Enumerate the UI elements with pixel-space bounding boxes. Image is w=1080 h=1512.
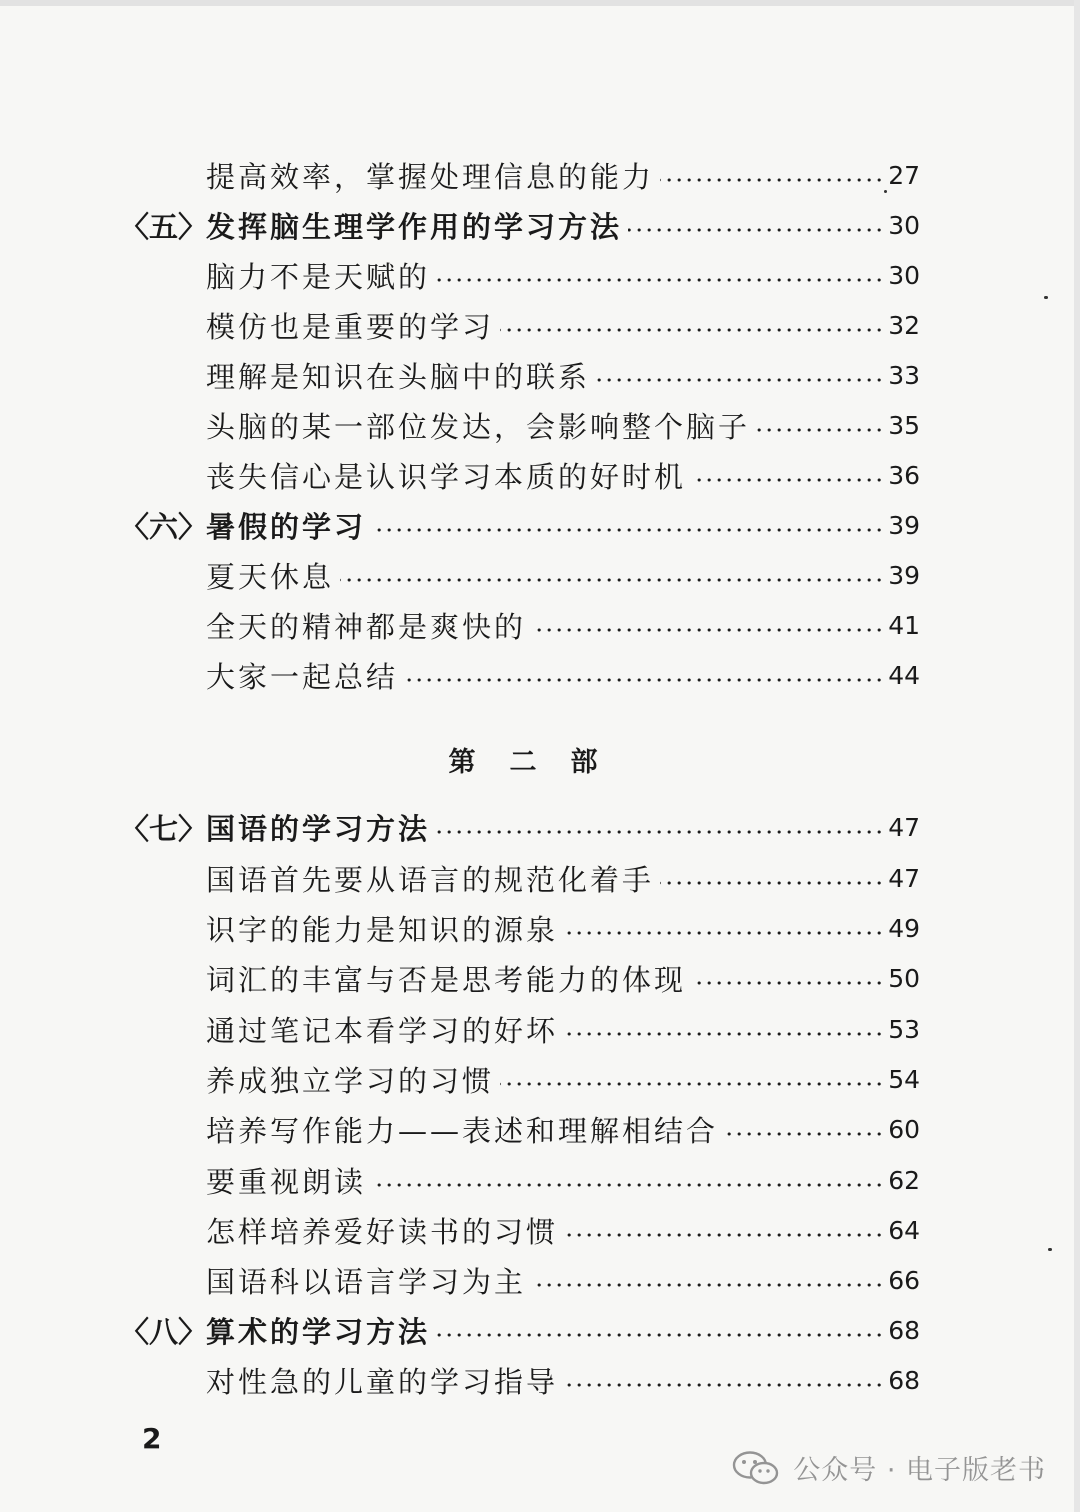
entry-title: 国语首先要从语言的规范化着手	[206, 862, 655, 897]
entry-title: 要重视朗读	[206, 1164, 367, 1199]
toc-entry	[120, 155, 920, 195]
entry-title: 脑力不是天赋的	[206, 259, 431, 294]
scan-speck	[1048, 1248, 1052, 1251]
toc-entry	[120, 1360, 920, 1400]
toc-chapter	[120, 1310, 920, 1350]
part-heading: 第二部	[448, 747, 632, 778]
toc-entry	[120, 655, 920, 695]
entry-page: 64	[888, 1215, 920, 1245]
entry-page: 66	[888, 1265, 920, 1295]
entry-page: 50	[888, 963, 920, 993]
entry-title: 通过笔记本看学习的好坏	[206, 1013, 559, 1048]
wechat-icon	[731, 1450, 781, 1486]
entry-title: 算术的学习方法	[206, 1314, 431, 1349]
dot-leader	[628, 228, 884, 232]
dot-leader	[500, 328, 884, 332]
entry-title: 对性急的儿童的学习指导	[206, 1364, 559, 1399]
toc-entry	[120, 1009, 920, 1049]
toc-chapter	[120, 505, 920, 545]
entry-page: 44	[888, 660, 920, 690]
entry-title: 头脑的某一部位发达，会影响整个脑子	[206, 409, 751, 444]
entry-title: 丧失信心是认识学习本质的好时机	[206, 459, 687, 494]
watermark	[731, 1448, 1046, 1487]
toc-entry	[120, 958, 920, 998]
dot-leader	[692, 981, 884, 985]
entry-page: 33	[888, 360, 920, 390]
entry-title: 识字的能力是知识的源泉	[206, 912, 559, 947]
entry-page: 32	[888, 310, 920, 340]
toc-entry	[120, 605, 920, 645]
entry-page: 30	[888, 260, 920, 290]
entry-title: 培养写作能力——表述和理解相结合	[206, 1113, 719, 1148]
dot-leader	[436, 830, 884, 834]
entry-page: 30	[888, 210, 920, 240]
dot-leader	[564, 1233, 884, 1237]
entry-title: 发挥脑生理学作用的学习方法	[206, 209, 623, 244]
entry-page: 27	[888, 160, 920, 190]
toc-entry	[120, 355, 920, 395]
entry-page: 68	[888, 1365, 920, 1395]
toc-entry	[120, 455, 920, 495]
dot-leader	[564, 1032, 884, 1036]
toc-entry	[120, 1210, 920, 1250]
dot-leader	[404, 678, 884, 682]
entry-title: 国语的学习方法	[206, 811, 431, 846]
toc-entry	[120, 255, 920, 295]
dot-leader	[436, 278, 884, 282]
entry-page: 39	[888, 510, 920, 540]
toc-entry	[120, 908, 920, 948]
dot-leader	[436, 1333, 884, 1337]
dot-leader	[532, 628, 884, 632]
chapter-number: 〈八〉	[120, 1314, 208, 1349]
dot-leader	[340, 578, 884, 582]
chapter-number: 〈五〉	[120, 209, 208, 244]
entry-page: 36	[888, 460, 920, 490]
entry-title: 夏天休息	[206, 559, 335, 594]
entry-page: 39	[888, 560, 920, 590]
dot-leader	[500, 1082, 884, 1086]
watermark-text: 公众号 · 电子版老书	[793, 1455, 1046, 1486]
dot-leader	[756, 428, 884, 432]
toc-entry	[120, 405, 920, 445]
scan-speck	[884, 190, 887, 193]
toc-entry	[120, 1109, 920, 1149]
dot-leader	[532, 1283, 884, 1287]
toc-entry	[120, 1059, 920, 1099]
dot-leader	[692, 478, 884, 482]
entry-title: 暑假的学习	[206, 509, 367, 544]
entry-page: 35	[888, 410, 920, 440]
dot-leader	[596, 378, 884, 382]
entry-page: 53	[888, 1014, 920, 1044]
entry-page: 62	[888, 1165, 920, 1195]
dot-leader	[564, 931, 884, 935]
chapter-number: 〈七〉	[120, 811, 208, 846]
dot-leader	[724, 1132, 884, 1136]
entry-page: 47	[888, 863, 920, 893]
dot-leader	[372, 528, 884, 532]
toc-entry	[120, 555, 920, 595]
dot-leader	[372, 1183, 884, 1187]
entry-title: 提高效率，掌握处理信息的能力	[206, 159, 655, 194]
scan-speck	[1044, 296, 1048, 299]
dot-leader	[564, 1383, 884, 1387]
dot-leader	[660, 178, 884, 182]
entry-title: 词汇的丰富与否是思考能力的体现	[206, 962, 687, 997]
toc-chapter	[120, 807, 920, 847]
entry-title: 模仿也是重要的学习	[206, 309, 495, 344]
entry-title: 全天的精神都是爽快的	[206, 609, 527, 644]
entry-title: 国语科以语言学习为主	[206, 1264, 527, 1299]
toc-entry	[120, 858, 920, 898]
entry-page: 60	[888, 1114, 920, 1144]
entry-page: 68	[888, 1315, 920, 1345]
toc-entry	[120, 1160, 920, 1200]
entry-page: 47	[888, 812, 920, 842]
entry-title: 理解是知识在头脑中的联系	[206, 359, 591, 394]
entry-title: 养成独立学习的习惯	[206, 1063, 495, 1098]
toc-chapter	[120, 205, 920, 245]
page-number: 2	[142, 1422, 162, 1455]
toc-entry	[120, 1260, 920, 1300]
chapter-number: 〈六〉	[120, 509, 208, 544]
entry-page: 49	[888, 913, 920, 943]
entry-title: 大家一起总结	[206, 659, 399, 694]
entry-page: 41	[888, 610, 920, 640]
dot-leader	[660, 881, 884, 885]
entry-page: 54	[888, 1064, 920, 1094]
toc-entry	[120, 305, 920, 345]
entry-title: 怎样培养爱好读书的习惯	[206, 1214, 559, 1249]
